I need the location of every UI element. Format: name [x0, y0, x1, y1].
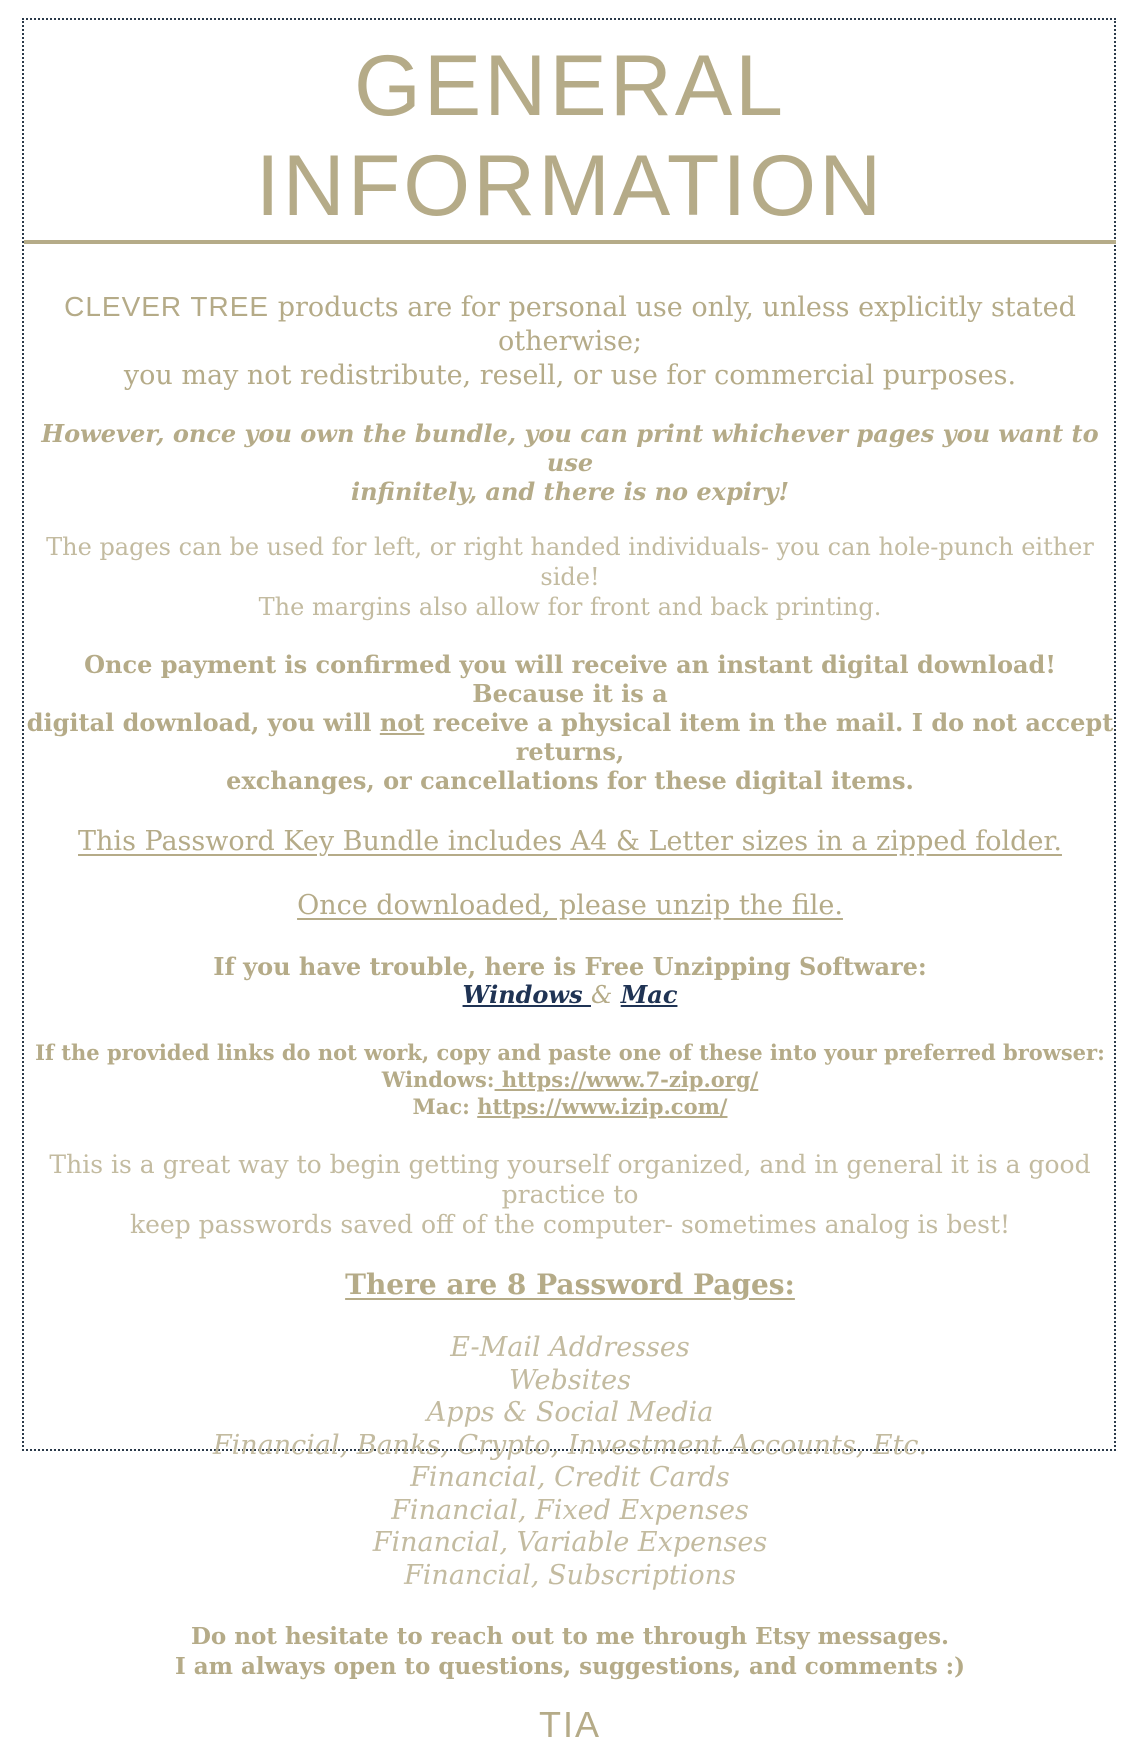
list-item: Financial, Fixed Expenses — [391, 1494, 749, 1526]
payment-note-line2a: digital download, you will — [26, 708, 380, 737]
signature: TIA — [538, 1704, 601, 1745]
windows-url-link[interactable]: https://www.7-zip.org/ — [494, 1067, 759, 1092]
title: GENERAL INFORMATION — [24, 36, 1116, 244]
handed-note-line2: The margins also allow for front and back printing. — [258, 593, 882, 621]
payment-note-line1: Once payment is confirmed you will receive an instant digital download! Because it is a — [84, 650, 1056, 708]
payment-note-not: not — [379, 708, 425, 737]
mac-url-label: Mac: — [412, 1094, 478, 1119]
ampersand: & — [590, 981, 613, 1009]
fallback-links — [24, 1039, 1116, 1120]
contact-line1: Do not hesitate to reach out to me through Etsy messages. — [190, 1623, 950, 1650]
contact-line2: I am always open to questions, suggestions, and comments :) — [174, 1653, 966, 1680]
windows-download-link[interactable]: Windows — [462, 980, 591, 1009]
mac-url-link[interactable]: https://www.izip.com/ — [477, 1094, 728, 1119]
list-item: Financial, Variable Expenses — [372, 1527, 768, 1558]
list-item: Financial, Banks, Crypto, Investment Accounts, Etc. — [212, 1429, 928, 1461]
unzip-software-line1: If you have trouble, here is Free Unzipping Software: — [213, 952, 927, 981]
organized-note — [24, 1150, 1116, 1240]
payment-note-line3: exchanges, or cancellations for these digital items. — [226, 766, 914, 795]
contact-note — [24, 1622, 1116, 1682]
organized-note-line2: keep passwords saved off of the computer- sometimes analog is best! — [129, 1210, 1011, 1239]
print-note-line1: However, once you own the bundle, you can print whichever pages you want to use — [41, 419, 1099, 477]
mac-download-link[interactable]: Mac — [620, 980, 678, 1009]
payment-note-line2b: receive a physical item in the mail. I do not accept returns, — [424, 708, 1114, 766]
list-item: Apps & Social Media — [426, 1397, 714, 1428]
unzip-note: Once downloaded, please unzip the file. — [297, 890, 843, 921]
list-item: Financial, Subscriptions — [404, 1559, 736, 1591]
list-item: Financial, Credit Cards — [410, 1462, 730, 1493]
document-body — [24, 22, 1116, 1746]
intro-line2: you may not redistribute, resell, or use for commercial purposes. — [123, 360, 1017, 391]
print-note-line2: infinitely, and there is no expiry! — [350, 477, 790, 506]
payment-note — [24, 650, 1116, 795]
windows-url-label: Windows: — [381, 1067, 495, 1092]
pages-list — [24, 1332, 1116, 1592]
organized-note-line1: This is a great way to begin getting yourself organized, and in general it is a good practice to — [49, 1150, 1091, 1209]
fallback-links-line1: If the provided links do not work, copy and paste one of these into your preferred browser: — [35, 1040, 1105, 1065]
list-item: Websites — [509, 1364, 631, 1396]
print-note — [24, 419, 1116, 506]
intro-paragraph — [24, 290, 1116, 393]
list-item: E-Mail Addresses — [450, 1332, 690, 1363]
bundle-note: This Password Key Bundle includes A4 & Letter sizes in a zipped folder. — [78, 826, 1062, 857]
handed-note-line1: The pages can be used for left, or right handed individuals- you can hole-punch either side! — [46, 533, 1094, 591]
unzip-software-note — [24, 953, 1116, 1009]
handed-note — [24, 532, 1116, 622]
pages-heading: There are 8 Password Pages: — [345, 1268, 795, 1301]
intro-line1: products are for personal use only, unless explicitly stated otherwise; — [269, 292, 1076, 357]
brand-name: CLEVER TREE — [64, 291, 270, 322]
